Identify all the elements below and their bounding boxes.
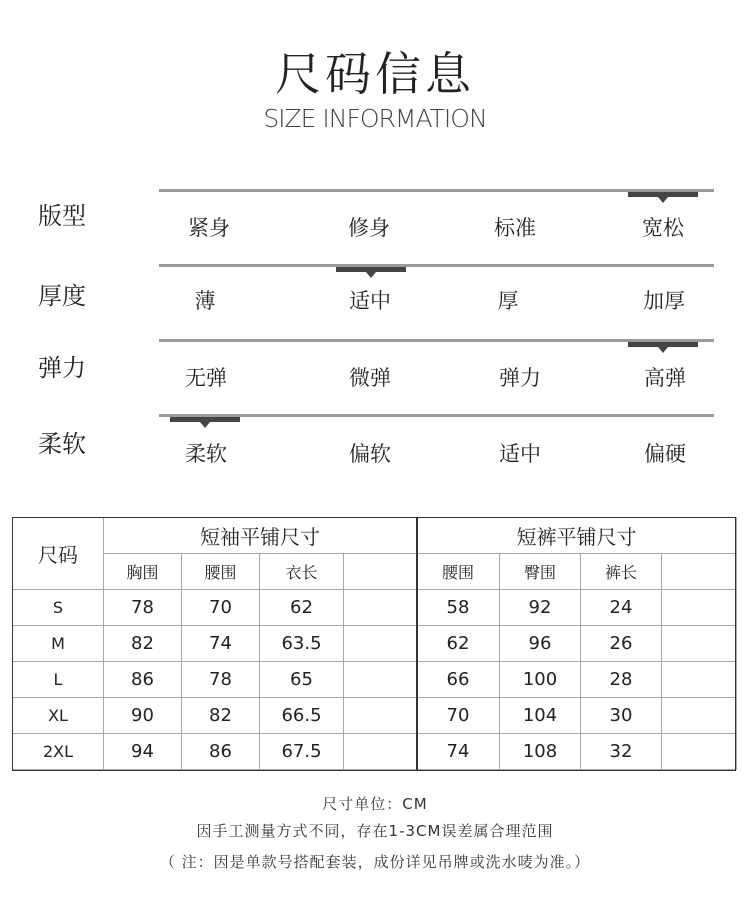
table-cell: 96 — [500, 626, 581, 662]
table-group-divider — [416, 517, 418, 771]
selected-marker-fit — [628, 192, 698, 197]
table-cell: 24 — [581, 590, 662, 626]
table-row — [13, 734, 737, 770]
attr-option: 柔软 — [185, 442, 227, 466]
table-row — [13, 662, 737, 698]
pants-group-header: 短裤平铺尺寸 — [417, 518, 737, 554]
attr-option: 修身 — [348, 216, 390, 240]
table-cell: 82 — [104, 626, 182, 662]
table-cell: 65 — [260, 662, 344, 698]
shirt-col-length: 衣长 — [260, 554, 344, 590]
table-cell: 62 — [417, 626, 500, 662]
table-row — [13, 626, 737, 662]
size-cell: 2XL — [13, 734, 104, 770]
table-cell — [344, 698, 417, 734]
table-cell — [662, 734, 737, 770]
table-cell: 66 — [417, 662, 500, 698]
table-cell: 26 — [581, 626, 662, 662]
table-cell: 108 — [500, 734, 581, 770]
table-cell: 62 — [260, 590, 344, 626]
selected-marker-softness — [170, 417, 240, 422]
shirt-group-header: 短袖平铺尺寸 — [104, 518, 417, 554]
table-cell: 82 — [182, 698, 260, 734]
attr-option: 宽松 — [642, 216, 684, 240]
table-cell: 86 — [182, 734, 260, 770]
note-error: 因手工测量方式不同，存在1-3CM误差属合理范围 — [196, 822, 554, 840]
attr-option: 标准 — [494, 216, 536, 240]
table-cell — [344, 734, 417, 770]
table-cell: 74 — [417, 734, 500, 770]
table-cell: 58 — [417, 590, 500, 626]
attr-option: 偏硬 — [644, 442, 686, 466]
table-cell — [344, 590, 417, 626]
table-row — [13, 590, 737, 626]
table-cell: 94 — [104, 734, 182, 770]
attr-option: 偏软 — [349, 442, 391, 466]
pants-col-length: 裤长 — [581, 554, 662, 590]
size-cell: L — [13, 662, 104, 698]
table-cell: 66.5 — [260, 698, 344, 734]
shirt-col-chest: 胸围 — [104, 554, 182, 590]
table-cell: 78 — [182, 662, 260, 698]
attr-option: 无弹 — [185, 366, 227, 390]
pants-col-hip: 臀围 — [500, 554, 581, 590]
note-remark: （ 注：因是单款号搭配套装，成份详见吊牌或洗水唛为准。） — [159, 853, 591, 871]
pants-col-empty — [662, 554, 737, 590]
size-cell: M — [13, 626, 104, 662]
table-cell: 86 — [104, 662, 182, 698]
selected-marker-elasticity — [628, 342, 698, 347]
table-row — [13, 698, 737, 734]
table-cell: 78 — [104, 590, 182, 626]
attr-option: 弹力 — [499, 366, 541, 390]
attr-option: 适中 — [349, 289, 391, 313]
attr-option: 薄 — [194, 289, 216, 313]
size-table — [12, 517, 737, 770]
table-cell: 63.5 — [260, 626, 344, 662]
page-subtitle: SIZE INFORMATION — [263, 104, 487, 133]
pants-col-waist: 腰围 — [417, 554, 500, 590]
attr-option: 微弹 — [349, 366, 391, 390]
attr-label-thickness: 厚度 — [38, 282, 86, 310]
table-cell: 100 — [500, 662, 581, 698]
size-cell: XL — [13, 698, 104, 734]
attr-label-softness: 柔软 — [38, 430, 86, 458]
size-cell: S — [13, 590, 104, 626]
table-cell — [344, 662, 417, 698]
attr-option: 加厚 — [643, 289, 685, 313]
attr-label-fit: 版型 — [38, 202, 86, 230]
table-cell — [662, 590, 737, 626]
table-cell: 70 — [182, 590, 260, 626]
shirt-col-empty — [344, 554, 417, 590]
attr-option: 适中 — [499, 442, 541, 466]
page-title: 尺码信息 — [275, 47, 475, 101]
attr-rule-softness — [159, 414, 714, 417]
table-cell: 74 — [182, 626, 260, 662]
table-cell — [344, 626, 417, 662]
table-cell — [662, 662, 737, 698]
table-cell: 70 — [417, 698, 500, 734]
table-cell: 90 — [104, 698, 182, 734]
attr-option: 紧身 — [188, 216, 230, 240]
attr-option: 高弹 — [644, 366, 686, 390]
table-cell: 104 — [500, 698, 581, 734]
attr-label-elasticity: 弹力 — [38, 354, 86, 382]
table-cell: 28 — [581, 662, 662, 698]
table-cell: 92 — [500, 590, 581, 626]
table-cell: 67.5 — [260, 734, 344, 770]
note-unit: 尺寸单位：CM — [322, 795, 428, 813]
shirt-col-waist: 腰围 — [182, 554, 260, 590]
attr-rule-thickness — [159, 264, 714, 267]
table-cell: 30 — [581, 698, 662, 734]
attr-option: 厚 — [497, 289, 519, 313]
table-cell: 32 — [581, 734, 662, 770]
selected-marker-thickness — [336, 267, 406, 272]
size-header: 尺码 — [13, 518, 104, 590]
table-cell — [662, 626, 737, 662]
table-cell — [662, 698, 737, 734]
